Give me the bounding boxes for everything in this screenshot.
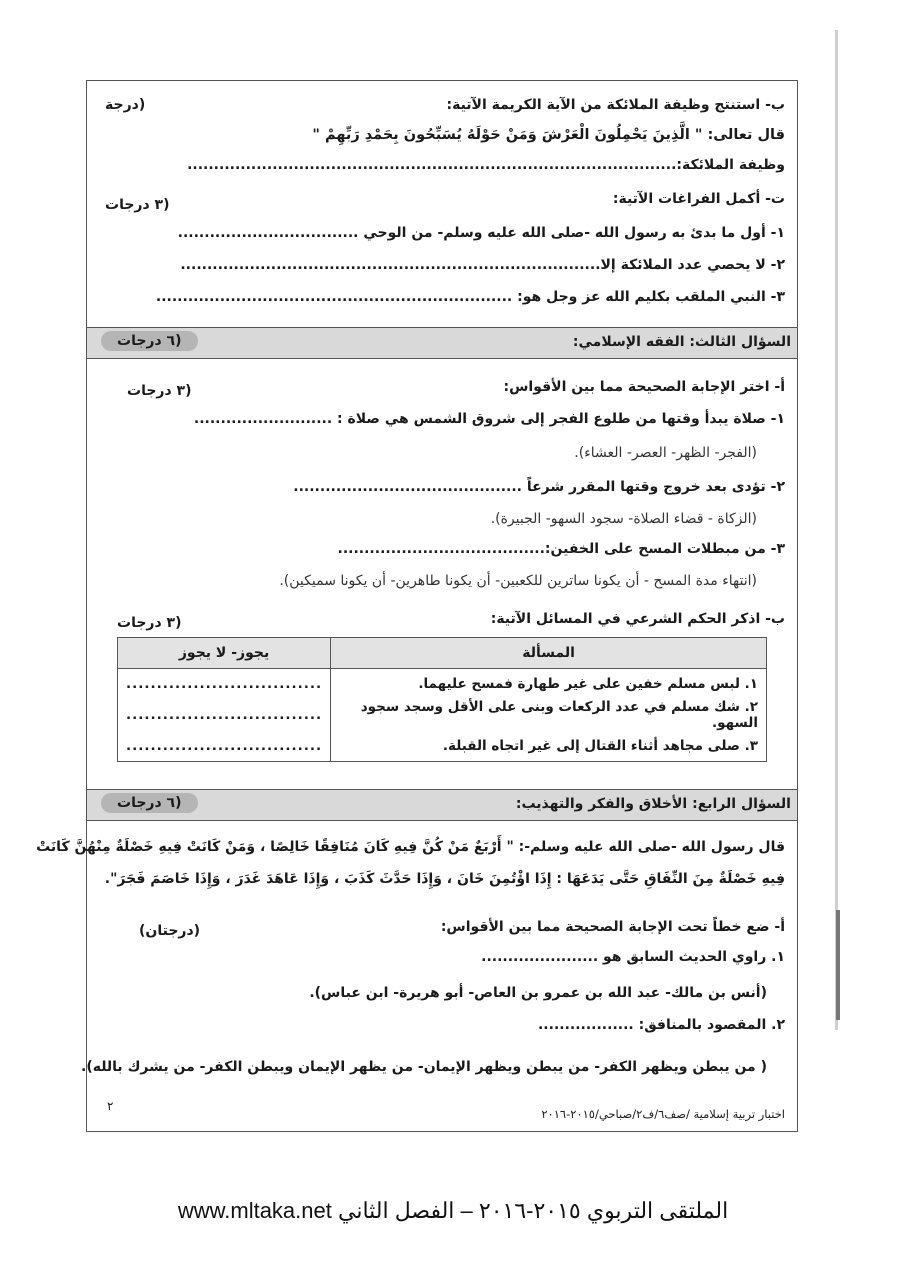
section-t-item-1: ١- أول ما بدئ به رسول الله -صلى الله عليه وسلم- من الوحي ..................................	[177, 225, 785, 241]
q3-a-options-2: (الزكاة - قضاء الصلاة- سجود السهو- الجبيرة).	[490, 511, 757, 527]
section-b-answer: وظيفة الملائكة:............................................................................................	[187, 157, 785, 173]
table-row	[118, 699, 767, 731]
q3-part-b-heading: ب- اذكر الحكم الشرعي في المسائل الآتية:	[490, 611, 785, 627]
section-t-item-2: ٢- لا يحصي عدد الملائكة إلا...............................................................................	[180, 257, 785, 273]
section-t-score: (٣ درجات	[105, 197, 170, 213]
issue-cell: ٣. صلى مجاهد أثناء القتال إلى غير اتجاه القبلة.	[331, 731, 767, 762]
q3-a-options-1: (الفجر- الظهر- العصر- العشاء).	[574, 445, 757, 461]
question-4-score: (٦ درجات	[101, 793, 198, 813]
hadith-line-1: قال رسول الله -صلى الله عليه وسلم-: " أَرْبَعٌ مَنْ كُنَّ فِيهِ كَانَ مُنَافِقًا خَالِصًا ، وَمَنْ كَانَتْ فِيهِ خَصْلَةٌ مِنْهُنَّ كَانَتْ	[36, 839, 785, 855]
table-header-issue: المسألة	[331, 638, 767, 669]
section-b-verse: قال تعالى: " الَّذِينَ يَحْمِلُونَ الْعَرْشَ وَمَنْ حَوْلَهُ يُسَبِّحُونَ بِحَمْدِ رَبِّهِمْ "	[312, 127, 785, 143]
q3-a-options-3: (انتهاء مدة المسح - أن يكونا ساترين للكعبين- أن يكونا طاهرين- أن يكونا سميكين).	[279, 573, 757, 589]
answer-cell: ................................	[118, 669, 331, 700]
q3-a-item-3: ٣- من مبطلات المسح على الخفين:.......................................	[337, 541, 785, 557]
q3-part-b-score: (٣ درجات	[117, 615, 182, 631]
q4-a-options-1: (أنس بن مالك- عبد الله بن عمرو بن العاص- أبو هريرة- ابن عباس).	[309, 985, 767, 1001]
section-b-heading: ب- استنتج وظيفة الملائكة من الآية الكريمة الآتية:	[446, 97, 785, 113]
q4-a-item-2: ٢. المقصود بالمنافق: ..................	[537, 1017, 785, 1033]
question-3-bar	[87, 327, 797, 359]
exam-footer: اختبار تربية إسلامية /صف٦/ف٢/صباحي/٢٠١٥-٢٠١٦	[541, 1107, 785, 1121]
page-number: ٢	[107, 1099, 114, 1113]
q4-part-a-score: (درجتان)	[139, 923, 201, 939]
q3-a-item-1: ١- صلاة يبدأ وقتها من طلوع الفجر إلى شروق الشمس هي صلاة : ..........................	[193, 411, 785, 427]
question-3-title: السؤال الثالث: الفقه الإسلامي:	[572, 334, 791, 350]
issue-cell: ١. لبس مسلم خفين على غير طهارة فمسح عليهما.	[331, 669, 767, 700]
table-row	[118, 669, 767, 700]
exam-page	[36, 80, 798, 1132]
q4-a-item-1: ١. راوي الحديث السابق هو ......................	[481, 949, 785, 965]
q4-part-a-heading: أ- ضع خطاً تحت الإجابة الصحيحة مما بين الأقواس:	[440, 919, 785, 935]
q3-part-a-heading: أ- اختر الإجابة الصحيحة مما بين الأقواس:	[503, 379, 785, 395]
table-row	[118, 731, 767, 762]
q3-part-a-score: (٣ درجات	[127, 383, 192, 399]
scan-edge-dark	[836, 910, 840, 1020]
ruling-table	[117, 637, 767, 762]
question-3-score: (٦ درجات	[101, 331, 198, 351]
table-header-ruling: يجوز- لا يجوز	[118, 638, 331, 669]
scan-edge	[835, 30, 838, 1030]
question-4-title: السؤال الرابع: الأخلاق والفكر والتهذيب:	[515, 796, 791, 812]
hadith-line-2: فِيهِ خَصْلَةٌ مِنَ النِّفَاقِ حَتَّى يَدَعَهَا : إِذَا اؤْتُمِنَ خَانَ ، وَإِذَا حَدَّثَ كَذَبَ ، وَإِذَا عَاهَدَ غَدَرَ ، وَإِذَا خَاصَمَ فَجَرَ".	[104, 871, 785, 887]
section-b-score: (درجة	[105, 97, 146, 113]
answer-cell: ................................	[118, 699, 331, 731]
section-t-heading: ت- أكمل الفراغات الآتية:	[612, 191, 785, 207]
section-t-item-3: ٣- النبي الملقب بكليم الله عز وجل هو: ...................................................................	[155, 289, 785, 305]
q3-a-item-2: ٢- تؤدى بعد خروج وقتها المقرر شرعاً ...........................................	[293, 479, 785, 495]
site-watermark: الملتقى التربوي ٢٠١٥-٢٠١٦ – الفصل الثاني www.mltaka.net	[177, 1198, 729, 1223]
q4-a-options-2: ( من يبطن ويظهر الكفر- من يبطن ويظهر الإيمان- من يظهر الإيمان ويبطن الكفر- من يشرك بالله).	[81, 1059, 767, 1075]
answer-cell: ................................	[118, 731, 331, 762]
issue-cell: ٢. شك مسلم في عدد الركعات وبنى على الأقل وسجد سجود السهو.	[331, 699, 767, 731]
question-4-bar	[87, 789, 797, 821]
